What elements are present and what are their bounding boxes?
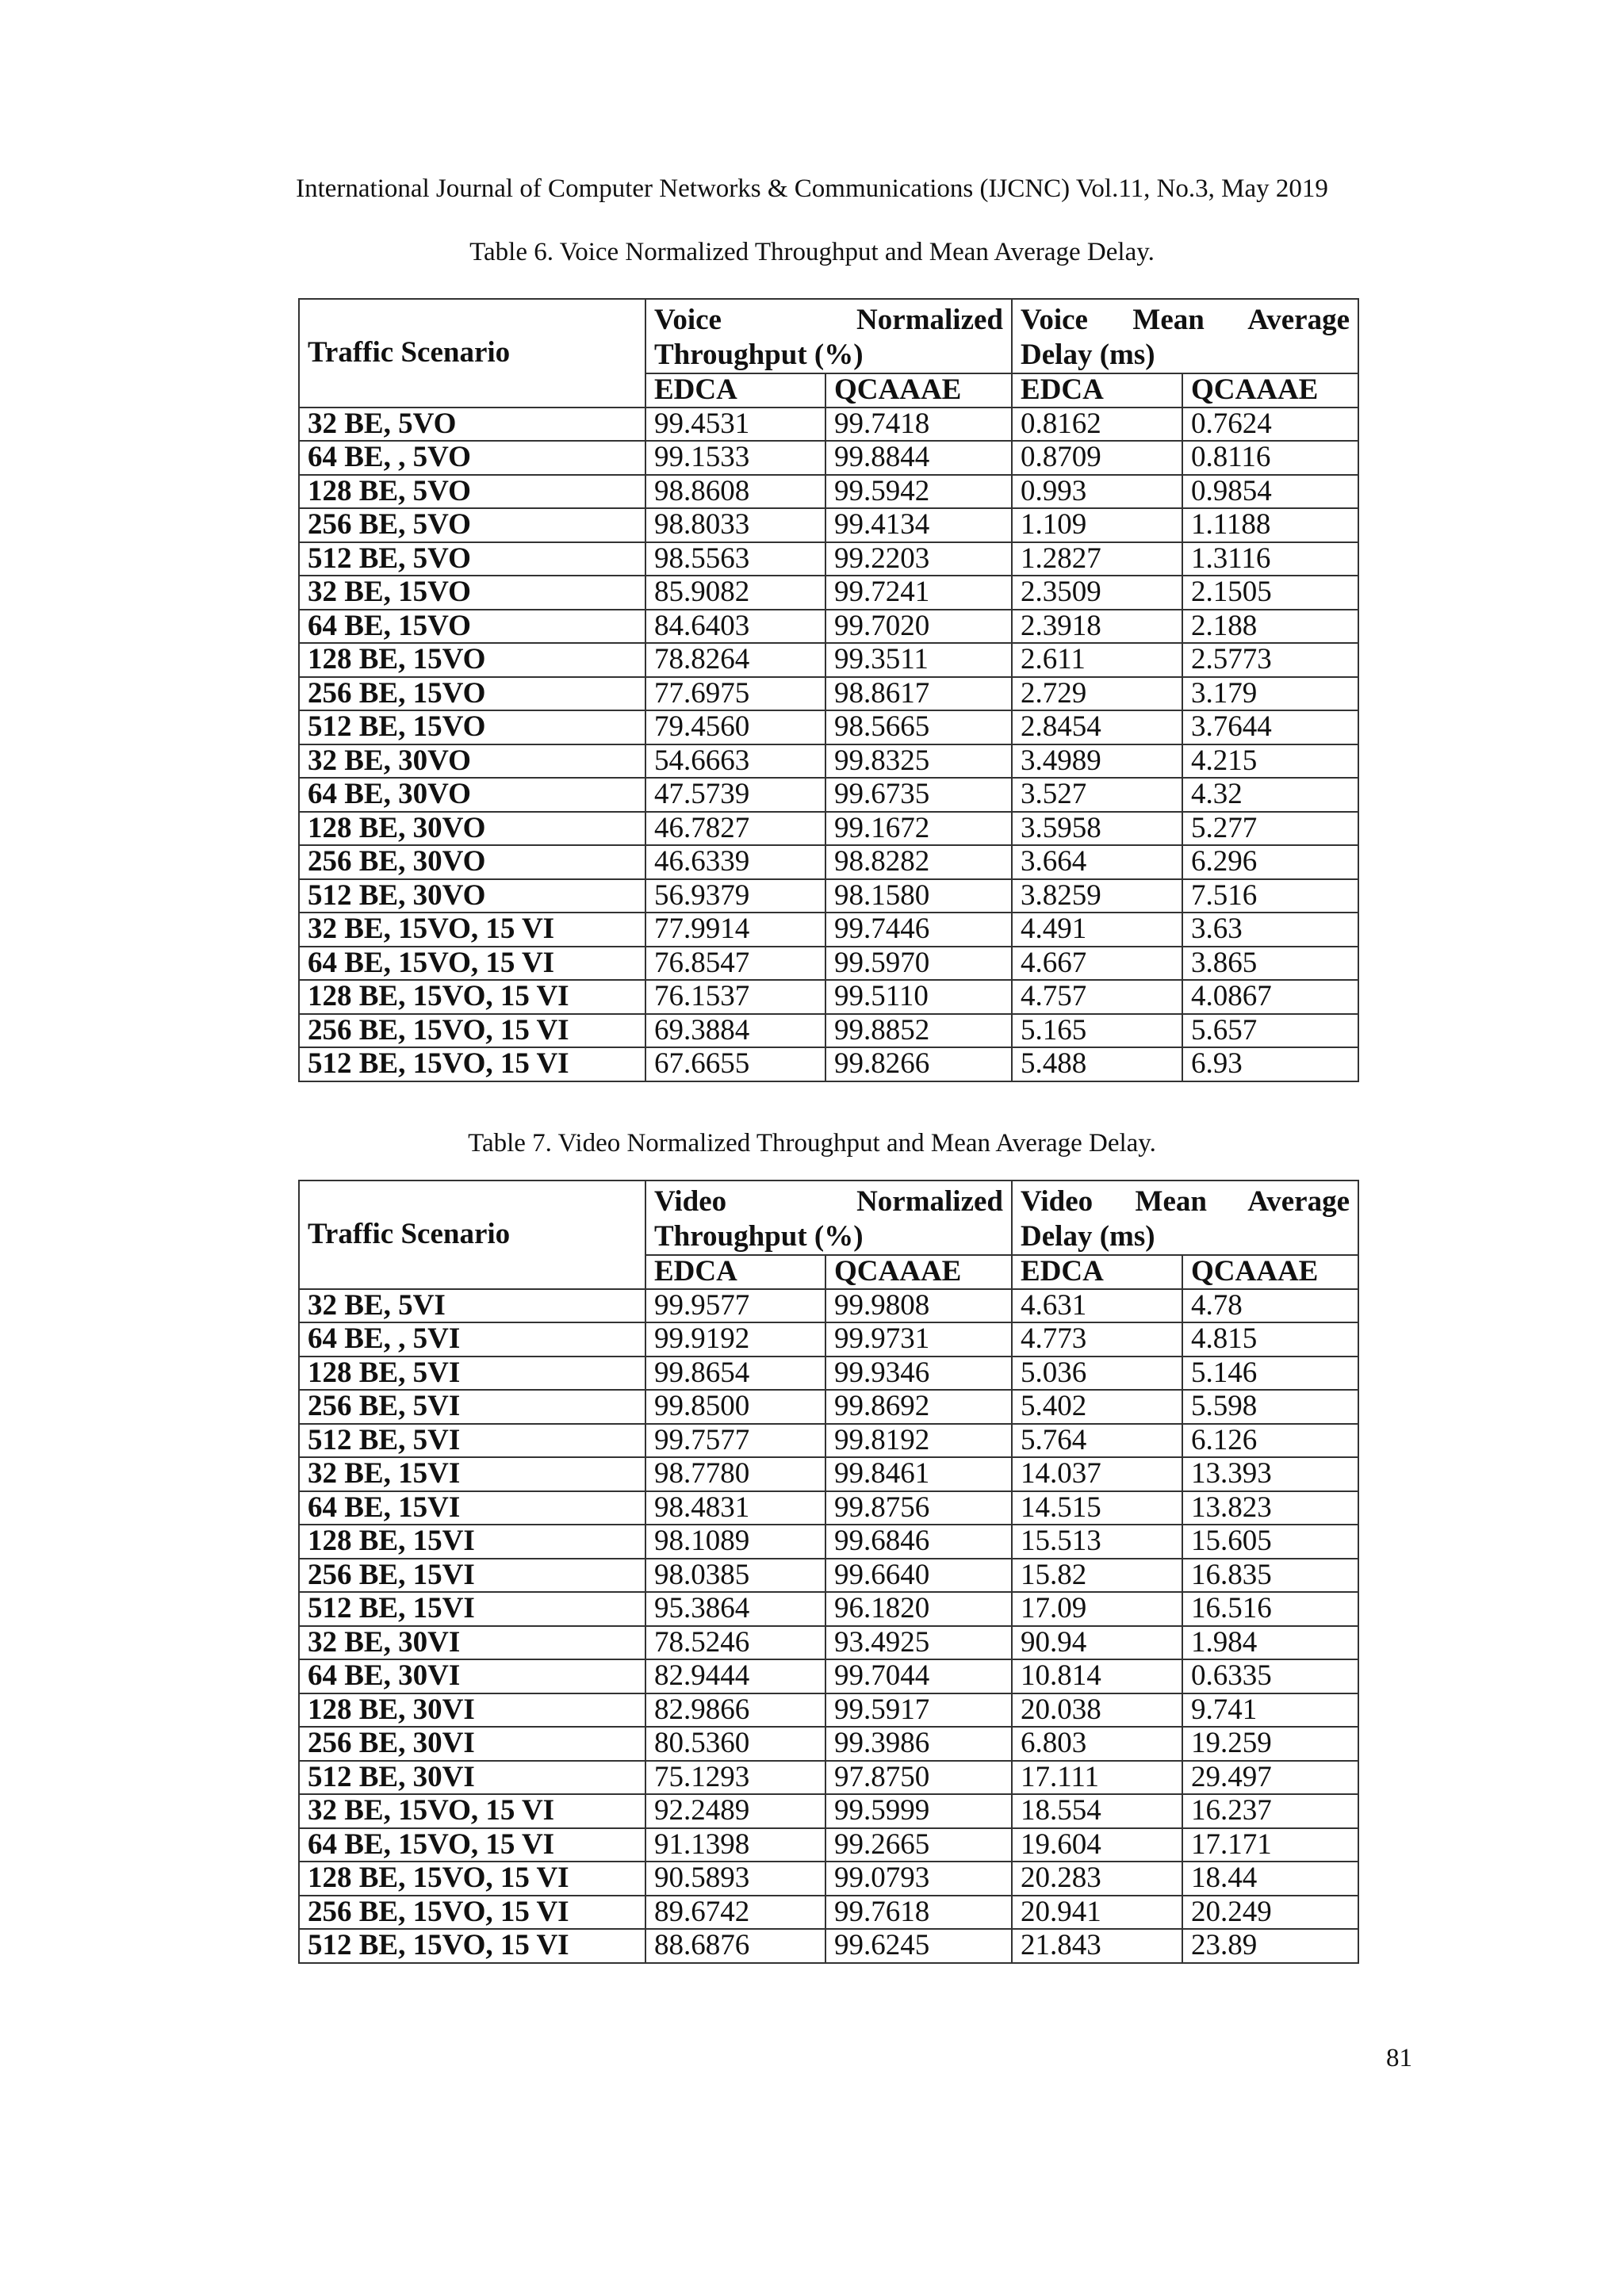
cell-traffic-scenario: 512 BE, 15VO, 15 VI [299,1929,645,1963]
cell-throughput-edca: 92.2489 [645,1794,825,1828]
cell-delay-edca: 20.038 [1012,1693,1182,1728]
cell-delay-edca: 4.631 [1012,1289,1182,1323]
cell-throughput-qcaaae: 99.7020 [825,610,1012,644]
cell-throughput-edca: 76.1537 [645,980,825,1014]
cell-delay-edca: 2.3509 [1012,576,1182,610]
cell-delay-qcaaae: 15.605 [1182,1525,1358,1559]
cell-traffic-scenario: 256 BE, 15VO, 15 VI [299,1896,645,1930]
subheader-throughput-edca: EDCA [645,373,825,408]
cell-delay-qcaaae: 6.296 [1182,845,1358,879]
cell-delay-qcaaae: 5.146 [1182,1357,1358,1391]
cell-throughput-edca: 80.5360 [645,1727,825,1761]
table-row [299,1794,1358,1828]
cell-throughput-qcaaae: 97.8750 [825,1761,1012,1795]
cell-delay-qcaaae: 6.93 [1182,1047,1358,1081]
cell-delay-qcaaae: 3.63 [1182,913,1358,947]
cell-traffic-scenario: 512 BE, 15VI [299,1592,645,1626]
cell-traffic-scenario: 256 BE, 15VO, 15 VI [299,1014,645,1048]
cell-delay-qcaaae: 16.835 [1182,1559,1358,1593]
cell-traffic-scenario: 128 BE, 30VO [299,812,645,846]
cell-delay-edca: 15.513 [1012,1525,1182,1559]
cell-delay-qcaaae: 2.188 [1182,610,1358,644]
cell-throughput-edca: 76.8547 [645,947,825,981]
cell-traffic-scenario: 512 BE, 15VO [299,710,645,744]
table-row [299,1727,1358,1761]
cell-delay-qcaaae: 29.497 [1182,1761,1358,1795]
cell-traffic-scenario: 256 BE, 15VI [299,1559,645,1593]
cell-delay-qcaaae: 0.8116 [1182,441,1358,475]
cell-traffic-scenario: 512 BE, 5VI [299,1424,645,1458]
cell-delay-qcaaae: 18.44 [1182,1862,1358,1896]
cell-throughput-edca: 98.4831 [645,1491,825,1525]
cell-delay-qcaaae: 2.5773 [1182,643,1358,677]
cell-delay-qcaaae: 3.7644 [1182,710,1358,744]
cell-delay-qcaaae: 5.657 [1182,1014,1358,1048]
cell-delay-edca: 3.5958 [1012,812,1182,846]
cell-throughput-edca: 77.6975 [645,677,825,711]
cell-traffic-scenario: 128 BE, 15VO, 15 VI [299,1862,645,1896]
cell-delay-edca: 17.09 [1012,1592,1182,1626]
cell-throughput-qcaaae: 99.3986 [825,1727,1012,1761]
cell-throughput-qcaaae: 99.8325 [825,744,1012,779]
table-row [299,610,1358,644]
cell-delay-qcaaae: 1.3116 [1182,542,1358,576]
cell-delay-qcaaae: 1.1188 [1182,508,1358,542]
cell-delay-qcaaae: 16.237 [1182,1794,1358,1828]
cell-throughput-qcaaae: 99.8692 [825,1390,1012,1424]
cell-delay-edca: 2.3918 [1012,610,1182,644]
cell-throughput-edca: 56.9379 [645,879,825,913]
cell-delay-qcaaae: 0.7624 [1182,408,1358,442]
cell-delay-edca: 4.491 [1012,913,1182,947]
cell-delay-edca: 5.165 [1012,1014,1182,1048]
cell-delay-edca: 4.757 [1012,980,1182,1014]
cell-throughput-edca: 88.6876 [645,1929,825,1963]
cell-traffic-scenario: 128 BE, 5VI [299,1357,645,1391]
cell-delay-edca: 0.8709 [1012,441,1182,475]
table-7-caption: Table 7. Video Normalized Throughput and Mean Average Delay. [468,1129,1156,1158]
cell-throughput-edca: 84.6403 [645,610,825,644]
cell-throughput-qcaaae: 99.6735 [825,778,1012,812]
table-row [299,1357,1358,1391]
table-row [299,1862,1358,1896]
cell-delay-edca: 19.604 [1012,1828,1182,1862]
column-header-traffic-scenario: Traffic Scenario [299,299,645,408]
table-row [299,441,1358,475]
table-6 [298,298,1359,1082]
cell-throughput-edca: 91.1398 [645,1828,825,1862]
cell-delay-edca: 5.402 [1012,1390,1182,1424]
cell-delay-qcaaae: 3.865 [1182,947,1358,981]
cell-delay-qcaaae: 20.249 [1182,1896,1358,1930]
cell-throughput-edca: 82.9866 [645,1693,825,1728]
table-row [299,1457,1358,1491]
table-row [299,1289,1358,1323]
cell-throughput-edca: 99.1533 [645,441,825,475]
cell-traffic-scenario: 64 BE, 15VO, 15 VI [299,1828,645,1862]
cell-throughput-qcaaae: 99.8461 [825,1457,1012,1491]
cell-delay-qcaaae: 5.598 [1182,1390,1358,1424]
cell-delay-edca: 0.993 [1012,475,1182,509]
cell-delay-qcaaae: 4.32 [1182,778,1358,812]
cell-throughput-qcaaae: 99.7418 [825,408,1012,442]
running-header: International Journal of Computer Networks & Communications (IJCNC) Vol.11, No.3, May 2019 [296,174,1328,203]
cell-throughput-qcaaae: 99.7044 [825,1659,1012,1693]
cell-traffic-scenario: 32 BE, 15VO, 15 VI [299,1794,645,1828]
cell-throughput-edca: 69.3884 [645,1014,825,1048]
cell-delay-edca: 5.036 [1012,1357,1182,1391]
column-group-header-delay: Video Mean Average Delay (ms) [1012,1181,1358,1255]
cell-traffic-scenario: 64 BE, 15VO [299,610,645,644]
cell-throughput-edca: 78.5246 [645,1626,825,1660]
cell-traffic-scenario: 32 BE, 5VO [299,408,645,442]
table-row [299,778,1358,812]
cell-traffic-scenario: 32 BE, 30VO [299,744,645,779]
cell-throughput-edca: 98.1089 [645,1525,825,1559]
cell-throughput-edca: 77.9914 [645,913,825,947]
table-row [299,913,1358,947]
cell-traffic-scenario: 128 BE, 15VO [299,643,645,677]
cell-throughput-qcaaae: 99.5942 [825,475,1012,509]
cell-delay-edca: 2.729 [1012,677,1182,711]
cell-throughput-edca: 99.9577 [645,1289,825,1323]
cell-throughput-edca: 98.7780 [645,1457,825,1491]
cell-delay-edca: 2.611 [1012,643,1182,677]
subheader-delay-qcaaae: QCAAAE [1182,373,1358,408]
cell-traffic-scenario: 256 BE, 15VO [299,677,645,711]
cell-traffic-scenario: 512 BE, 5VO [299,542,645,576]
subheader-throughput-qcaaae: QCAAAE [825,1255,1012,1289]
cell-throughput-qcaaae: 98.1580 [825,879,1012,913]
table-row [299,542,1358,576]
cell-throughput-qcaaae: 99.4134 [825,508,1012,542]
cell-throughput-edca: 98.0385 [645,1559,825,1593]
cell-throughput-edca: 99.7577 [645,1424,825,1458]
table-row [299,1761,1358,1795]
cell-throughput-qcaaae: 99.3511 [825,643,1012,677]
cell-delay-edca: 90.94 [1012,1626,1182,1660]
table-row [299,1390,1358,1424]
cell-throughput-edca: 95.3864 [645,1592,825,1626]
cell-throughput-edca: 99.8500 [645,1390,825,1424]
table-row [299,408,1358,442]
subheader-delay-edca: EDCA [1012,1255,1182,1289]
cell-delay-edca: 4.773 [1012,1322,1182,1357]
cell-delay-qcaaae: 9.741 [1182,1693,1358,1728]
cell-delay-edca: 0.8162 [1012,408,1182,442]
table-row [299,1559,1358,1593]
cell-throughput-qcaaae: 98.8617 [825,677,1012,711]
cell-delay-edca: 3.4989 [1012,744,1182,779]
subheader-throughput-qcaaae: QCAAAE [825,373,1012,408]
cell-traffic-scenario: 64 BE, , 5VI [299,1322,645,1357]
table-row [299,1828,1358,1862]
cell-throughput-qcaaae: 99.6245 [825,1929,1012,1963]
cell-traffic-scenario: 512 BE, 15VO, 15 VI [299,1047,645,1081]
cell-delay-qcaaae: 17.171 [1182,1828,1358,1862]
table-row [299,1424,1358,1458]
table-header-row [299,299,1358,373]
cell-delay-edca: 17.111 [1012,1761,1182,1795]
column-group-header-throughput: Video Normalized Throughput (%) [645,1181,1012,1255]
cell-delay-edca: 10.814 [1012,1659,1182,1693]
cell-delay-edca: 14.515 [1012,1491,1182,1525]
subheader-delay-qcaaae: QCAAAE [1182,1255,1358,1289]
cell-traffic-scenario: 64 BE, 15VO, 15 VI [299,947,645,981]
cell-throughput-edca: 79.4560 [645,710,825,744]
cell-traffic-scenario: 64 BE, 30VI [299,1659,645,1693]
cell-delay-qcaaae: 0.6335 [1182,1659,1358,1693]
table-row [299,1525,1358,1559]
table-row [299,1626,1358,1660]
cell-throughput-edca: 75.1293 [645,1761,825,1795]
cell-delay-qcaaae: 4.78 [1182,1289,1358,1323]
cell-traffic-scenario: 256 BE, 30VO [299,845,645,879]
table-row [299,879,1358,913]
page-number: 81 [1386,2044,1412,2072]
cell-throughput-edca: 82.9444 [645,1659,825,1693]
cell-delay-qcaaae: 13.823 [1182,1491,1358,1525]
cell-delay-qcaaae: 2.1505 [1182,576,1358,610]
table-row [299,1322,1358,1357]
cell-traffic-scenario: 64 BE, 15VI [299,1491,645,1525]
cell-traffic-scenario: 32 BE, 5VI [299,1289,645,1323]
table-row [299,845,1358,879]
cell-throughput-edca: 99.9192 [645,1322,825,1357]
table-7 [298,1180,1359,1964]
cell-throughput-edca: 98.8033 [645,508,825,542]
cell-delay-edca: 5.764 [1012,1424,1182,1458]
table-row [299,1659,1358,1693]
cell-traffic-scenario: 32 BE, 15VI [299,1457,645,1491]
cell-traffic-scenario: 128 BE, 15VI [299,1525,645,1559]
cell-delay-edca: 20.941 [1012,1896,1182,1930]
table-header-row [299,1181,1358,1255]
cell-delay-qcaaae: 16.516 [1182,1592,1358,1626]
cell-delay-edca: 15.82 [1012,1559,1182,1593]
subheader-throughput-edca: EDCA [645,1255,825,1289]
cell-delay-qcaaae: 4.0867 [1182,980,1358,1014]
table-row [299,947,1358,981]
cell-throughput-qcaaae: 99.2665 [825,1828,1012,1862]
table-row [299,508,1358,542]
cell-delay-edca: 1.109 [1012,508,1182,542]
table-row [299,980,1358,1014]
cell-traffic-scenario: 512 BE, 30VO [299,879,645,913]
cell-delay-qcaaae: 3.179 [1182,677,1358,711]
table-row [299,1491,1358,1525]
table-row [299,576,1358,610]
cell-delay-qcaaae: 6.126 [1182,1424,1358,1458]
cell-delay-qcaaae: 5.277 [1182,812,1358,846]
cell-delay-qcaaae: 19.259 [1182,1727,1358,1761]
cell-throughput-qcaaae: 99.9808 [825,1289,1012,1323]
table-row [299,1047,1358,1081]
table-row [299,1693,1358,1728]
cell-delay-qcaaae: 1.984 [1182,1626,1358,1660]
cell-throughput-qcaaae: 98.8282 [825,845,1012,879]
table-row [299,643,1358,677]
cell-throughput-qcaaae: 93.4925 [825,1626,1012,1660]
cell-throughput-edca: 47.5739 [645,778,825,812]
cell-delay-qcaaae: 23.89 [1182,1929,1358,1963]
cell-traffic-scenario: 64 BE, 30VO [299,778,645,812]
cell-delay-qcaaae: 13.393 [1182,1457,1358,1491]
cell-throughput-edca: 46.7827 [645,812,825,846]
cell-throughput-qcaaae: 99.7241 [825,576,1012,610]
cell-traffic-scenario: 32 BE, 15VO [299,576,645,610]
cell-traffic-scenario: 128 BE, 30VI [299,1693,645,1728]
cell-traffic-scenario: 128 BE, 15VO, 15 VI [299,980,645,1014]
cell-throughput-qcaaae: 99.7618 [825,1896,1012,1930]
cell-throughput-qcaaae: 99.9346 [825,1357,1012,1391]
cell-throughput-edca: 89.6742 [645,1896,825,1930]
cell-throughput-edca: 99.8654 [645,1357,825,1391]
cell-throughput-qcaaae: 99.8192 [825,1424,1012,1458]
table-body [299,408,1358,1081]
cell-traffic-scenario: 256 BE, 5VO [299,508,645,542]
cell-throughput-edca: 99.4531 [645,408,825,442]
cell-delay-edca: 18.554 [1012,1794,1182,1828]
table-row [299,1896,1358,1930]
cell-delay-edca: 14.037 [1012,1457,1182,1491]
cell-throughput-qcaaae: 99.8852 [825,1014,1012,1048]
column-group-header-throughput: Voice Normalized Throughput (%) [645,299,1012,373]
cell-throughput-qcaaae: 96.1820 [825,1592,1012,1626]
cell-throughput-qcaaae: 99.8266 [825,1047,1012,1081]
cell-throughput-edca: 85.9082 [645,576,825,610]
cell-traffic-scenario: 32 BE, 30VI [299,1626,645,1660]
table-6-caption: Table 6. Voice Normalized Throughput and Mean Average Delay. [469,238,1155,266]
cell-throughput-qcaaae: 99.8756 [825,1491,1012,1525]
table-row [299,812,1358,846]
table-row [299,1592,1358,1626]
table-row [299,1014,1358,1048]
cell-traffic-scenario: 512 BE, 30VI [299,1761,645,1795]
subheader-delay-edca: EDCA [1012,373,1182,408]
cell-throughput-edca: 54.6663 [645,744,825,779]
table-row [299,1929,1358,1963]
cell-throughput-edca: 98.8608 [645,475,825,509]
cell-delay-edca: 20.283 [1012,1862,1182,1896]
cell-delay-edca: 6.803 [1012,1727,1182,1761]
table-row [299,710,1358,744]
cell-traffic-scenario: 32 BE, 15VO, 15 VI [299,913,645,947]
cell-delay-edca: 21.843 [1012,1929,1182,1963]
cell-delay-qcaaae: 4.215 [1182,744,1358,779]
cell-delay-edca: 2.8454 [1012,710,1182,744]
table-body [299,1289,1358,1963]
cell-throughput-qcaaae: 99.6640 [825,1559,1012,1593]
cell-delay-edca: 3.527 [1012,778,1182,812]
cell-throughput-qcaaae: 99.5917 [825,1693,1012,1728]
cell-traffic-scenario: 128 BE, 5VO [299,475,645,509]
cell-throughput-qcaaae: 99.1672 [825,812,1012,846]
table-row [299,744,1358,779]
cell-traffic-scenario: 256 BE, 30VI [299,1727,645,1761]
cell-delay-qcaaae: 0.9854 [1182,475,1358,509]
column-group-header-delay: Voice Mean Average Delay (ms) [1012,299,1358,373]
cell-throughput-qcaaae: 99.8844 [825,441,1012,475]
cell-throughput-edca: 98.5563 [645,542,825,576]
cell-throughput-qcaaae: 99.6846 [825,1525,1012,1559]
cell-delay-qcaaae: 4.815 [1182,1322,1358,1357]
cell-throughput-qcaaae: 99.5970 [825,947,1012,981]
cell-throughput-qcaaae: 98.5665 [825,710,1012,744]
table-row [299,677,1358,711]
cell-delay-qcaaae: 7.516 [1182,879,1358,913]
cell-delay-edca: 1.2827 [1012,542,1182,576]
cell-throughput-qcaaae: 99.5999 [825,1794,1012,1828]
cell-throughput-edca: 90.5893 [645,1862,825,1896]
cell-delay-edca: 4.667 [1012,947,1182,981]
cell-delay-edca: 3.8259 [1012,879,1182,913]
cell-throughput-qcaaae: 99.2203 [825,542,1012,576]
cell-delay-edca: 3.664 [1012,845,1182,879]
cell-throughput-qcaaae: 99.0793 [825,1862,1012,1896]
cell-throughput-edca: 67.6655 [645,1047,825,1081]
table-row [299,475,1358,509]
cell-throughput-qcaaae: 99.9731 [825,1322,1012,1357]
cell-throughput-edca: 46.6339 [645,845,825,879]
cell-traffic-scenario: 64 BE, , 5VO [299,441,645,475]
cell-throughput-edca: 78.8264 [645,643,825,677]
cell-traffic-scenario: 256 BE, 5VI [299,1390,645,1424]
column-header-traffic-scenario: Traffic Scenario [299,1181,645,1289]
cell-throughput-qcaaae: 99.5110 [825,980,1012,1014]
cell-throughput-qcaaae: 99.7446 [825,913,1012,947]
cell-delay-edca: 5.488 [1012,1047,1182,1081]
